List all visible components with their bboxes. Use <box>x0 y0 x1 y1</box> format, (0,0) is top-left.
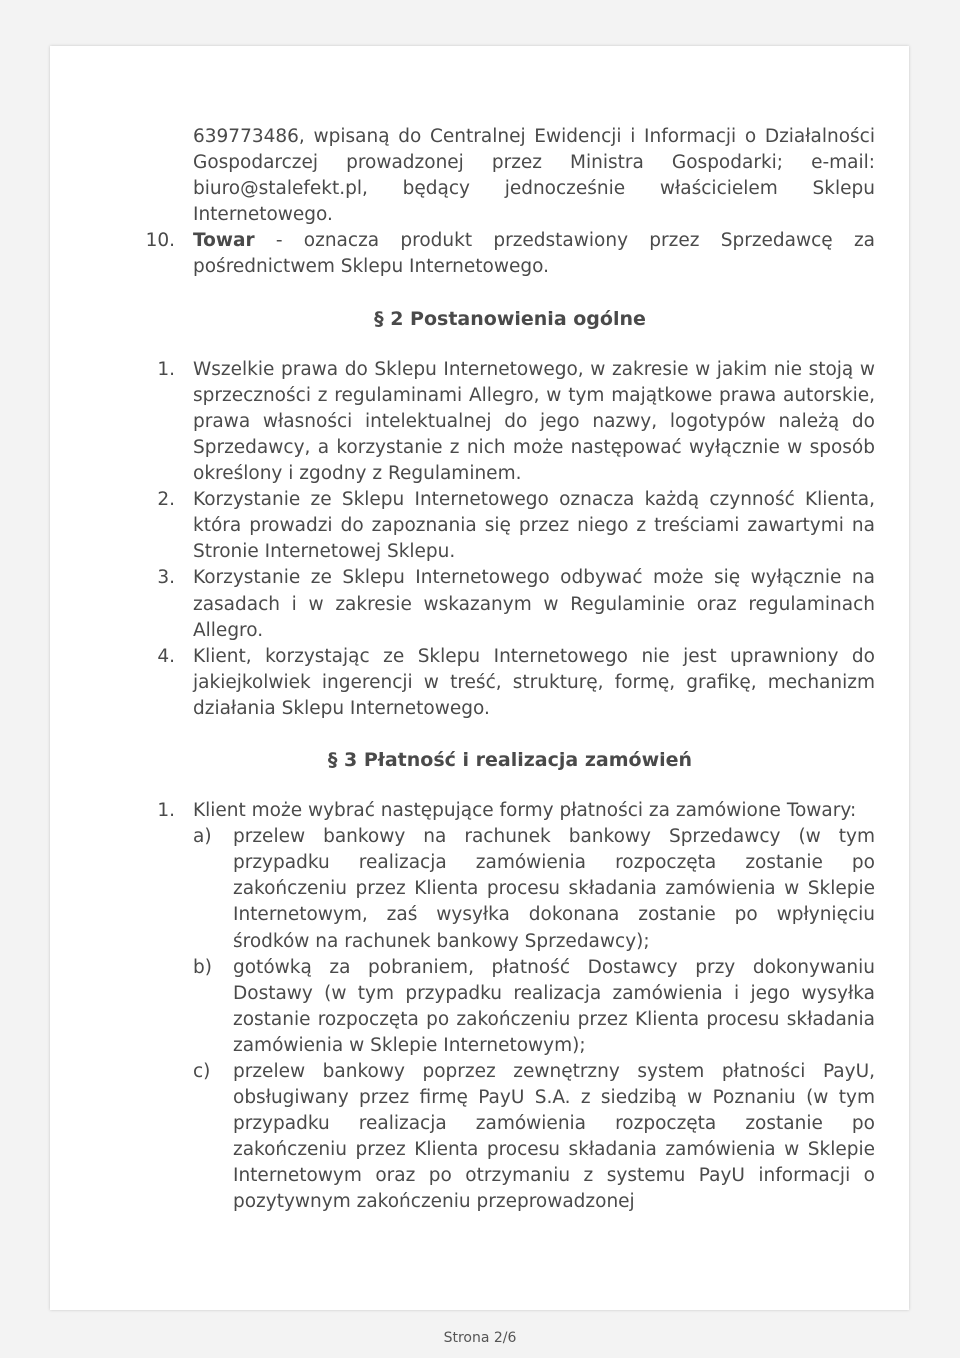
list-item <box>145 565 875 643</box>
section-heading-2: § 2 Postanowienia ogólne <box>374 307 646 330</box>
sub-list-item <box>145 1059 875 1216</box>
sub-item-text: gotówką za pobraniem, płatność Dostawcy przy dokonywaniu Dostawy (w tym przypadku realizacja zamówienia i jego wysyłka zostanie rozpoczęta po zakończeniu przez Klienta procesu składania zamówienia w Sklepie Internetowym); <box>233 956 875 1056</box>
sub-item-text: przelew bankowy poprzez zewnętrzny system płatności PayU, obsługiwany przez firmę PayU S.A. z siedzibą w Poznaniu (w tym przypadku realizacja zamówienia rozpoczęta zostanie po zakończeniu przez Klienta procesu składania zamówienia w Sklepie Internetowym oraz po otrzymaniu z systemu PayU informacji o pozytywnym zakończeniu przeprowadzonej <box>233 1061 875 1213</box>
continuation-text: 639773486, wpisaną do Centralnej Ewidencji i Informacji o Działalności Gospodarczej prowadzonej przez Ministra Gospodarki; e-mail: biuro@stalefekt.pl, będący jednocześnie właścicielem Sklepu Internetowego. <box>193 126 875 226</box>
item-number: 1. <box>157 358 175 380</box>
sub-list-item <box>145 955 875 1059</box>
list-item <box>145 798 875 824</box>
continuation-paragraph <box>145 124 875 228</box>
sub-item-text: przelew bankowy na rachunek bankowy Sprzedawcy (w tym przypadku realizacja zamówienia rozpoczęta zostanie po zakończeniu przez Klienta procesu składania zamówienia w Sklepie Internetowym, zaś wysyłka dokonana zostanie po wpłynięciu środków na rachunek bankowy Sprzedawcy); <box>233 826 875 952</box>
item-text: Klient może wybrać następujące formy płatności za zamówione Towary: <box>193 800 857 822</box>
page-content <box>145 124 875 1216</box>
definition-item-10 <box>145 228 875 280</box>
item-number: 4. <box>157 645 175 667</box>
item-text: Klient, korzystając ze Sklepu Internetowego nie jest uprawniony do jakiejkolwiek ingerencji w treść, strukturę, formę, grafikę, mechanizm działania Sklepu Internetowego. <box>193 645 875 719</box>
document-page <box>50 46 909 1310</box>
item-number: 3. <box>157 567 175 589</box>
item-number: 10. <box>145 230 175 252</box>
sub-item-letter: a) <box>193 826 212 848</box>
sub-item-letter: c) <box>193 1061 211 1082</box>
section-heading-3: § 3 Płatność i realizacja zamówień <box>327 748 693 771</box>
item-number: 1. <box>157 800 175 822</box>
list-item <box>145 644 875 722</box>
item-text: Korzystanie ze Sklepu Internetowego oznacza każdą czynność Klienta, która prowadzi do zapoznania się przez niego z treściami zawartymi na Stronie Internetowej Sklepu. <box>193 489 875 563</box>
list-item <box>145 487 875 565</box>
list-item <box>145 357 875 487</box>
item-number: 2. <box>157 489 175 511</box>
defined-term: Towar <box>193 230 255 252</box>
sub-item-letter: b) <box>193 956 212 978</box>
page-number-footer: Strona 2/6 <box>443 1330 517 1346</box>
item-text: Korzystanie ze Sklepu Internetowego odbywać może się wyłącznie na zasadach i w zakresie wskazanym w Regulaminie oraz regulaminach Allegro. <box>193 567 875 641</box>
sub-list-item <box>145 824 875 954</box>
definition-text: - oznacza produkt przedstawiony przez Sprzedawcę za pośrednictwem Sklepu Internetowego. <box>193 230 875 278</box>
item-text: Wszelkie prawa do Sklepu Internetowego, w zakresie w jakim nie stoją w sprzeczności z regulaminami Allegro, w tym majątkowe prawa autorskie, prawa własności intelektualnej do jego nazwy, logotypów należą do Sprzedawcy, a korzystanie z nich może następować wyłącznie w sposób określony i zgodny z Regulaminem. <box>193 358 875 485</box>
